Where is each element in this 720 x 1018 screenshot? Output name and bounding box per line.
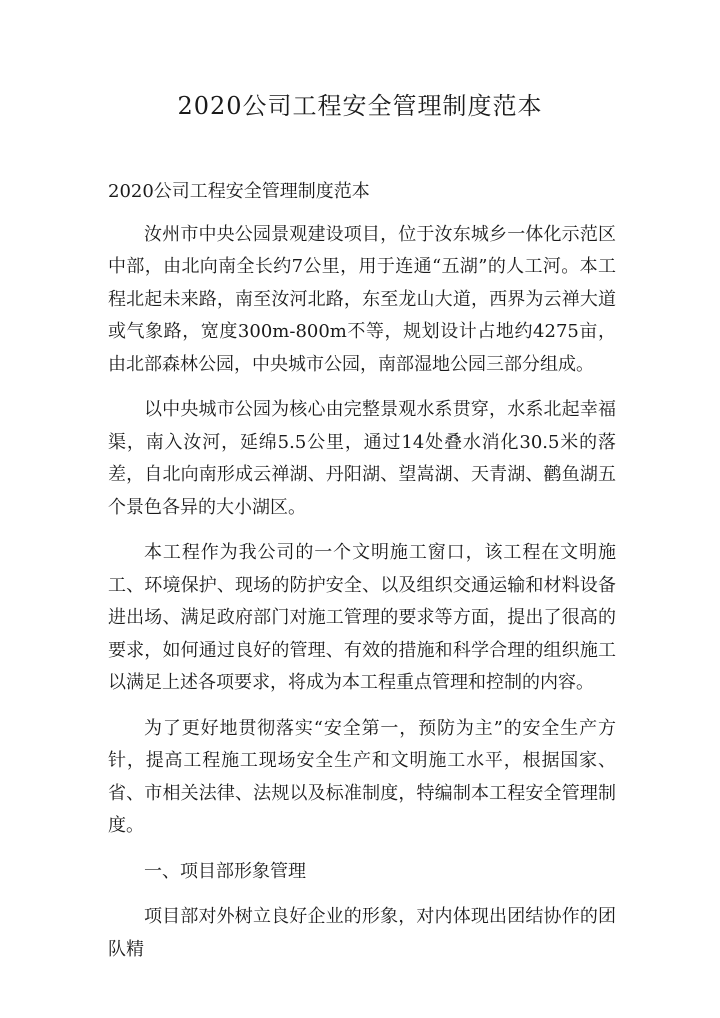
document-title: 2020公司工程安全管理制度范本 [177,92,543,120]
document-subtitle: 2020公司工程安全管理制度范本 [108,181,370,202]
paragraph-project-location: 汝州市中央公园景观建设项目，位于汝东城乡一体化示范区中部，由北向南全长约7公里，用于连通“五湖”的人工河。本工程北起未来路，南至汝河北路，东至龙山大道，西界为云禅大道或气象路，宽度300m-800m不等，规划设计占地约4275亩，由北部森林公园，中央城市公园，南部湿地公园三部分组成。 [108,223,616,375]
paragraph-water-system: 以中央城市公园为核心由完整景观水系贯穿，水系北起幸福渠，南入汝河，延绵5.5公里，通过14处叠水消化30.5米的落差，自北向南形成云禅湖、丹阳湖、望嵩湖、天青湖、鹳鱼湖五个景色各异的大小湖区。 [108,399,616,518]
paragraph-safety-policy: 为了更好地贯彻落实“安全第一，预防为主”的安全生产方针，提高工程施工现场安全生产和文明施工水平，根据国家、省、市相关法律、法规以及标准制度，特编制本工程安全管理制度。 [108,717,616,836]
paragraph-civilized-construction: 本工程作为我公司的一个文明施工窗口，该工程在文明施工、环境保护、现场的防护安全、以及组织交通运输和材料设备进出场、满足政府部门对施工管理的要求等方面，提出了很高的要求，如何通过良好的管理、有效的措施和科学合理的组织施工以满足上述各项要求，将成为本工程重点管理和控制的内容。 [108,542,616,693]
paragraph-project-image: 项目部对外树立良好企业的形象，对内体现出团结协作的团队精 [108,906,616,960]
document-body [108,176,616,979]
section-heading: 一、项目部形象管理 [144,860,306,882]
